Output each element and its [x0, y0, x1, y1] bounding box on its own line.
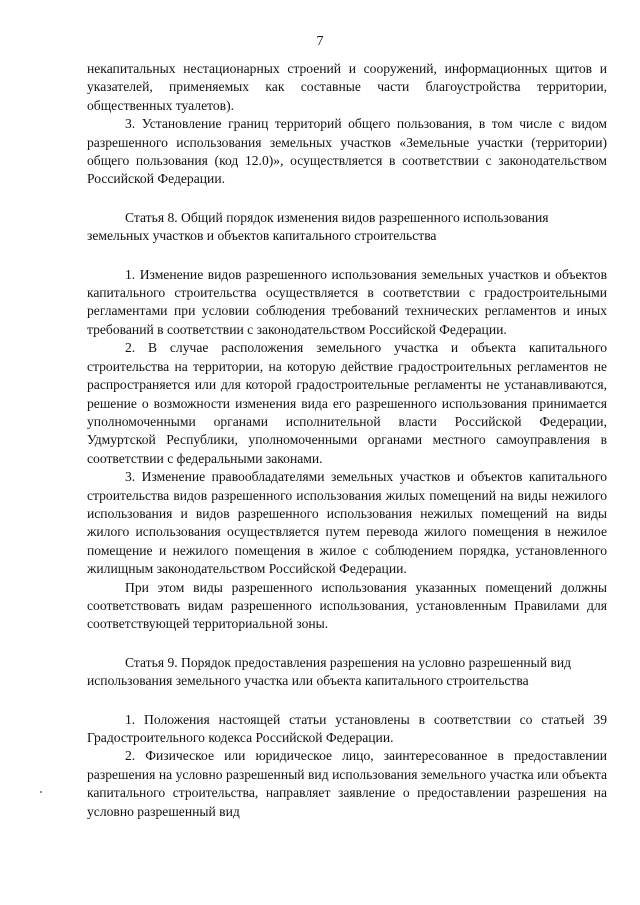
- spacer: [87, 246, 607, 266]
- scan-speck: [40, 791, 42, 793]
- spacer: [87, 691, 607, 711]
- article-8-paragraph-2: 2. В случае расположения земельного участка и объекта капитального строительства на территории, на которую действие градостроительных регламентов не распространяется или для которой градостроительные регламенты не устанавливаются, решение о возможности изменения вида его разрешенного использования принимается уполномоченными органами исполнительной власти Российской Федерации, Удмуртской Республики, уполномоченными органами местного самоуправления в соответствии с федеральными законами.: [87, 340, 607, 466]
- article-9-paragraph-1: 1. Положения настоящей статьи установлены в соответствии со статьей 39 Градостроительного кодекса Российской Федерации.: [87, 711, 607, 745]
- paragraph-continuation: некапитальных нестационарных строений и сооружений, информационных щитов и указателей, применяемых как составные части благоустройства территории, общественных туалетов).: [87, 61, 607, 113]
- spacer: [87, 634, 607, 654]
- article-8-paragraph-3: 3. Изменение правообладателями земельных участков и объектов капитального строительства видов разрешенного использования жилых помещений на виды нежилого использования и видов разрешенного использования нежилых помещений на виды жилого использования осуществляется путем перевода жилого помещения в нежилое помещение и нежилого помещения в жилое с соблюдением порядка, установленного жилищным законодательством Российской Федерации.: [87, 469, 607, 577]
- paragraph-item-3: 3. Установление границ территорий общего пользования, в том числе с видом разрешенного использования земельных участков «Земельные участки (территории) общего пользования (код 12.0)», осуществляется в соответствии с законодательством Российской Федерации.: [87, 116, 607, 187]
- article-8-heading: Статья 8. Общий порядок изменения видов разрешенного использования земельных участков и объектов капитального строительства: [87, 209, 549, 244]
- article-9-paragraph-2: 2. Физическое или юридическое лицо, заинтересованное в предоставлении разрешения на условно разрешенный вид использования земельного участка или объекта капитального строительства, направляет заявление о предоставлении разрешения на условно разрешенный вид: [87, 748, 607, 819]
- document-body: [87, 60, 607, 821]
- page-number: 7: [316, 34, 324, 49]
- spacer: [87, 189, 607, 209]
- article-8-paragraph-1: 1. Изменение видов разрешенного использования земельных участков и объектов капитального строительства осуществляется в соответствии с градостроительными регламентами при условии соблюдения требований технических регламентов и иных требований в соответствии с законодательством Российской Федерации.: [87, 266, 607, 337]
- article-9-heading: Статья 9. Порядок предоставления разрешения на условно разрешенный вид использования земельного участка или объекта капитального строительства: [87, 654, 572, 689]
- article-8-paragraph-4: При этом виды разрешенного использования указанных помещений должны соответствовать видам разрешенного использования, установленным Правилами для соответствующей территориальной зоны.: [87, 579, 607, 632]
